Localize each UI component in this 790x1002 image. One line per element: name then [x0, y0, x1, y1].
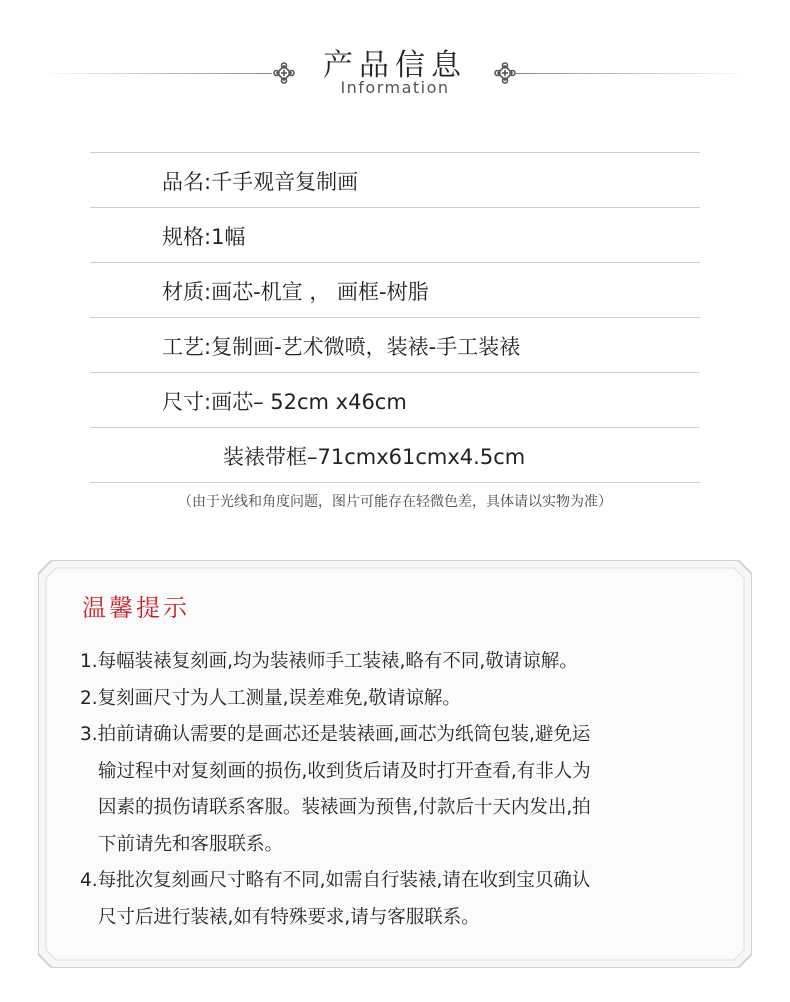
- section-subtitle: Information: [340, 78, 450, 97]
- tips-panel: [38, 560, 752, 968]
- spec-row-craft: [90, 317, 700, 372]
- spec-dimensions: 尺寸:画芯– 52cm x46cm: [162, 390, 407, 414]
- tip-item: [80, 681, 730, 718]
- tip-line: 1.每幅装裱复刻画,均为装裱师手工装裱,略有不同,敬请谅解。: [80, 651, 578, 672]
- spec-row-spec: [90, 207, 700, 262]
- spec-table: [90, 152, 700, 483]
- tip-item: [80, 863, 730, 936]
- tip-line: 输过程中对复刻画的损伤,收到货后请及时打开查看,有非人为: [98, 760, 591, 782]
- spec-size-count: 规格:1幅: [162, 225, 246, 249]
- tip-line: 下前请先和客服联系。: [98, 833, 284, 855]
- tip-item: [80, 717, 730, 863]
- spec-row-framed: [90, 427, 700, 483]
- spec-framed-size: 装裱带框–71cmx61cmx4.5cm: [223, 445, 526, 469]
- tip-item: [80, 644, 730, 681]
- spec-row-material: [90, 262, 700, 317]
- spec-material: 材质:画芯-机宣 ， 画框-树脂: [162, 280, 429, 304]
- section-header: [0, 0, 790, 110]
- tips-list: [80, 644, 730, 936]
- tips-title: 温馨提示: [82, 594, 190, 622]
- spec-craft: 工艺:复制画-艺术微喷，装裱-手工装裱: [162, 335, 521, 359]
- spec-name: 品名:千手观音复制画: [162, 170, 359, 194]
- tip-line: 因素的损伤请联系客服。装裱画为预售,付款后十天内发出,拍: [98, 797, 591, 818]
- spec-row-dimensions: [90, 372, 700, 427]
- tip-line: 4.每批次复刻画尺寸略有不同,如需自行装裱,请在收到宝贝确认: [80, 870, 591, 891]
- tip-line: 2.复刻画尺寸为人工测量,误差难免,敬请谅解。: [80, 687, 461, 709]
- color-disclaimer: （由于光线和角度问题，图片可能存在轻微色差，具体请以实物为准）: [178, 494, 612, 510]
- tip-line: 尺寸后进行装裱,如有特殊要求,请与客服联系。: [98, 906, 480, 928]
- spec-row-name: [90, 152, 700, 207]
- tip-line: 3.拍前请确认需要的是画芯还是装裱画,画芯为纸筒包装,避免运: [80, 724, 591, 745]
- section-title: 产品信息: [323, 48, 467, 83]
